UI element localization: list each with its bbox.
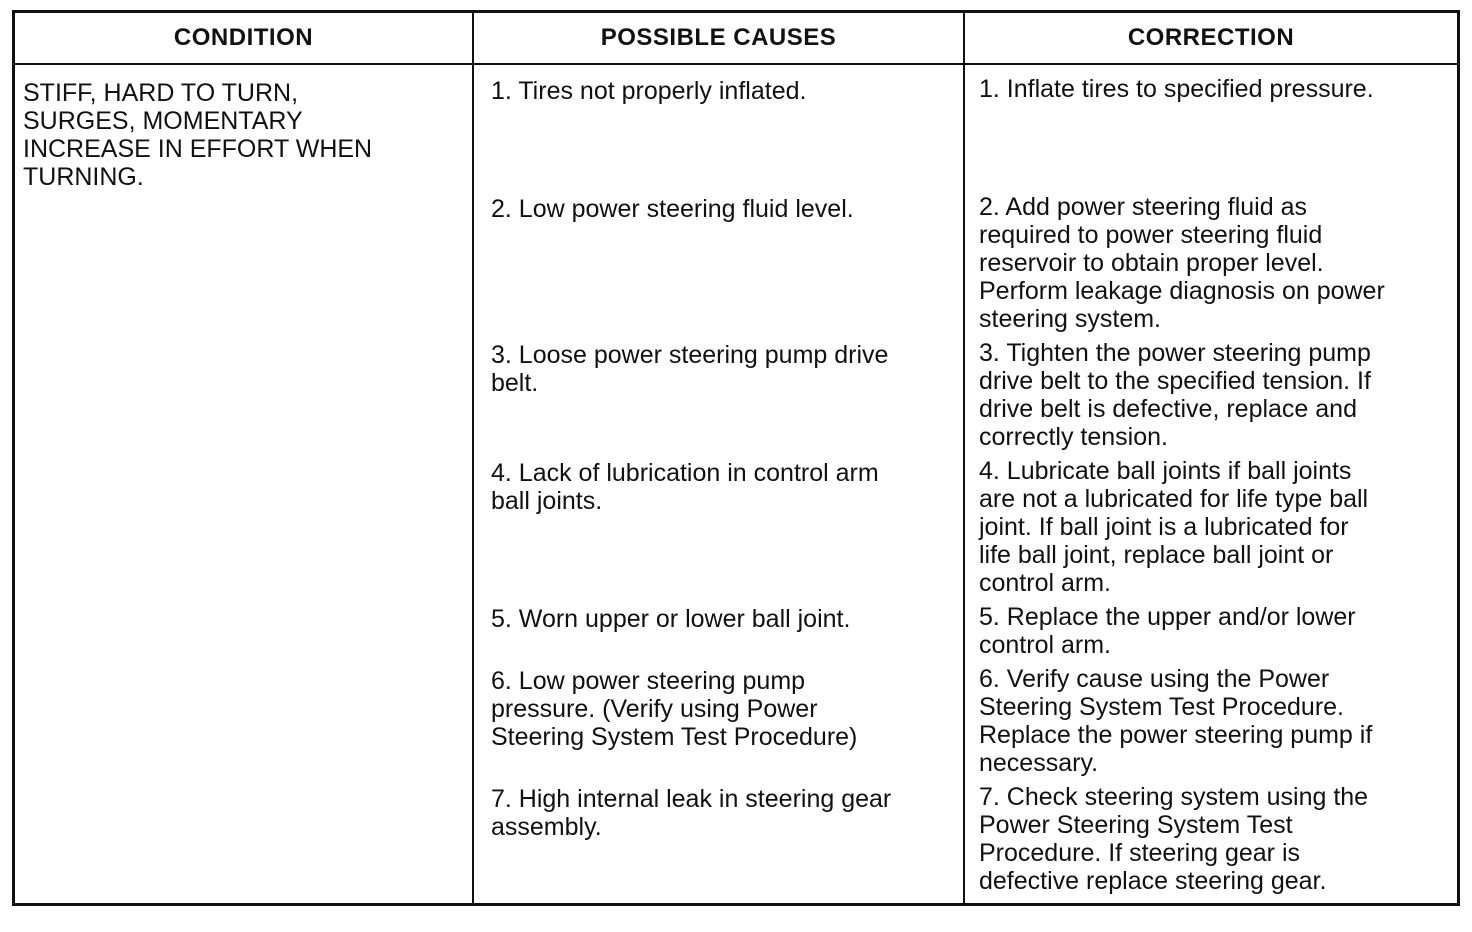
correction-line: Replace the power steering pump if (979, 721, 1373, 749)
correction-line: life ball joint, replace ball joint or (979, 541, 1334, 569)
condition-line: STIFF, HARD TO TURN, (23, 79, 299, 107)
correction-line: drive belt is defective, replace and (979, 395, 1357, 423)
cause-4 (491, 459, 879, 515)
cause-line: 1. Tires not properly inflated. (491, 77, 807, 105)
header-divider (15, 63, 1457, 65)
correction-line: Power Steering System Test (979, 811, 1293, 839)
header-possible-causes: POSSIBLE CAUSES (600, 24, 837, 51)
correction-7 (979, 783, 1368, 895)
cause-line: 6. Low power steering pump (491, 667, 806, 695)
cause-line: ball joints. (491, 487, 603, 515)
cause-line: 2. Low power steering fluid level. (491, 195, 854, 223)
condition-line: TURNING. (23, 163, 144, 191)
cause-line: 7. High internal leak in steering gear (491, 785, 892, 813)
correction-1 (979, 75, 1374, 103)
header-correction: CORRECTION (1127, 24, 1295, 51)
cause-7 (491, 785, 891, 841)
cause-line: pressure. (Verify using Power (491, 695, 818, 723)
correction-line: correctly tension. (979, 423, 1168, 451)
cause-line: belt. (491, 369, 539, 397)
correction-line: 5. Replace the upper and/or lower (979, 603, 1356, 631)
cause-line: 4. Lack of lubrication in control arm (491, 459, 879, 487)
correction-line: necessary. (979, 749, 1099, 777)
correction-line: are not a lubricated for life type ball (979, 485, 1369, 513)
condition-line: SURGES, MOMENTARY (23, 107, 303, 135)
correction-line: control arm. (979, 569, 1111, 597)
correction-line: reservoir to obtain proper level. (979, 249, 1324, 277)
correction-5 (979, 603, 1356, 659)
correction-3 (979, 339, 1371, 451)
correction-line: 1. Inflate tires to specified pressure. (979, 75, 1374, 103)
correction-line: 4. Lubricate ball joints if ball joints (979, 457, 1352, 485)
header-condition: CONDITION (173, 24, 314, 51)
cause-6 (491, 667, 857, 751)
cause-line: assembly. (491, 813, 602, 841)
correction-line: 7. Check steering system using the (979, 783, 1369, 811)
correction-line: defective replace steering gear. (979, 867, 1327, 895)
cause-line: Steering System Test Procedure) (491, 723, 858, 751)
correction-line: 3. Tighten the power steering pump (979, 339, 1371, 367)
column-divider-1 (472, 13, 474, 903)
correction-line: Steering System Test Procedure. (979, 693, 1344, 721)
correction-line: drive belt to the specified tension. If (979, 367, 1371, 395)
correction-line: joint. If ball joint is a lubricated for (979, 513, 1349, 541)
cause-3 (491, 341, 888, 397)
condition-cell (23, 79, 372, 191)
cause-line: 3. Loose power steering pump drive (491, 341, 889, 369)
correction-4 (979, 457, 1368, 597)
correction-line: control arm. (979, 631, 1111, 659)
correction-line: required to power steering fluid (979, 221, 1323, 249)
cause-1 (491, 77, 806, 105)
correction-line: steering system. (979, 305, 1162, 333)
cause-5 (491, 605, 850, 633)
correction-line: 2. Add power steering fluid as (979, 193, 1307, 221)
correction-line: Procedure. If steering gear is (979, 839, 1300, 867)
correction-line: Perform leakage diagnosis on power (979, 277, 1385, 305)
column-divider-2 (963, 13, 965, 903)
cause-2 (491, 195, 854, 223)
correction-2 (979, 193, 1385, 333)
correction-line: 6. Verify cause using the Power (979, 665, 1330, 693)
diagnosis-table (12, 10, 1460, 906)
cause-line: 5. Worn upper or lower ball joint. (491, 605, 851, 633)
correction-6 (979, 665, 1372, 777)
condition-line: INCREASE IN EFFORT WHEN (23, 135, 373, 163)
